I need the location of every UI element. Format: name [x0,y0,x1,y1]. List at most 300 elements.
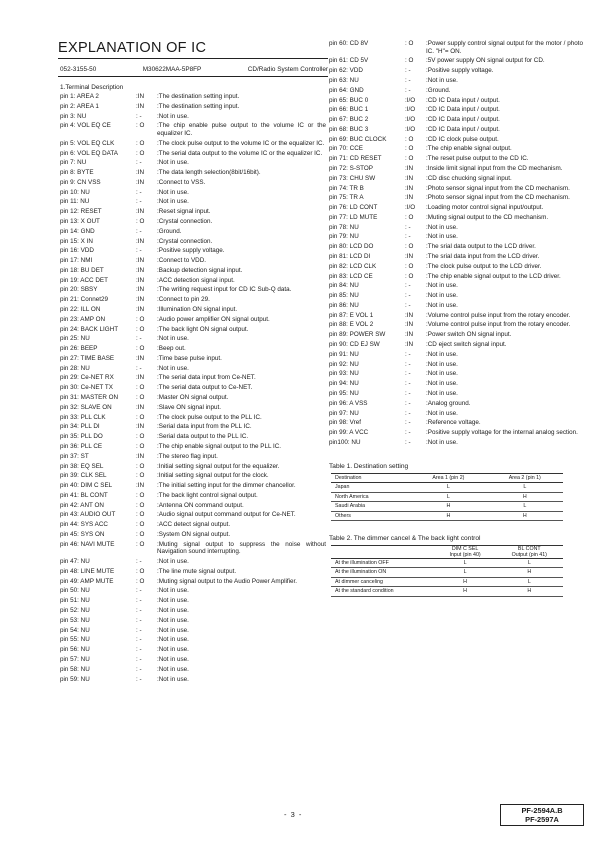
pin-type: : - [405,389,411,397]
pin-label: pin 75: TR A [329,194,364,202]
pin-row [329,312,583,320]
pin-label: pin 54: NU [60,626,90,634]
pin-desc: :The chip enable signal output to the PLL IC. [157,442,282,450]
pin-row [329,116,583,124]
pin-type: :IN [136,374,145,382]
pin-type: : O [136,511,145,519]
pin-row [60,627,326,635]
pin-desc: :Not in use. [426,292,458,300]
pin-desc: :The destination setting input. [157,102,240,110]
pin-desc: :Ground. [426,86,451,94]
pin-type: : O [136,433,145,441]
pin-type: :IN [136,102,145,110]
pin-desc: :Power switch ON signal input. [426,331,512,339]
pin-list-left [60,93,326,685]
pin-label: pin 29: Ce-NET RX [60,374,114,382]
pin-desc: :The serial data output to Ce-NET. [157,384,253,392]
pin-row [60,492,326,500]
pin-label: pin 40: DIM C SEL [60,482,113,490]
pin-row [60,326,326,334]
pin-type: : O [136,501,145,509]
pin-label: pin 50: NU [60,587,90,595]
pin-type: : - [136,558,142,566]
table1-row [331,483,563,492]
pin-type: : - [136,636,142,644]
pin-row [329,40,583,55]
pin-desc: :Not in use. [157,607,189,615]
pin-desc: :Initial setting signal output for the equalizer. [157,462,280,470]
pin-desc: :The data length selection(8bit/16bit). [157,169,261,177]
pin-type: : O [405,57,414,65]
pin-row [60,179,326,187]
pin-desc: :The chip enable signal output. [426,145,512,153]
pin-row [329,439,583,447]
pin-row [60,463,326,471]
table2-header-line2: Input (pin 40) [449,552,481,558]
pin-row [329,77,583,85]
pin-row [60,150,326,158]
pin-label: pin 19: ACC DET [60,276,108,284]
pin-label: pin 36: PLL CE [60,442,103,450]
pin-label: pin 7: NU [60,159,87,167]
pin-row [329,185,583,193]
pin-type: : - [405,233,411,241]
pin-row [329,390,583,398]
pin-row [60,228,326,236]
pin-type: :IN [136,423,145,431]
table1-cell: L [487,502,563,511]
table1-row [331,511,563,520]
pin-type: :IN [136,296,145,304]
pin-desc: :Serial data input from the PLL IC. [157,423,252,431]
pin-row [60,355,326,363]
pin-type: : - [405,350,411,358]
pin-row [329,67,583,75]
pin-desc: :Not in use. [426,282,458,290]
pin-row [329,57,583,65]
pin-type: :IN [405,311,414,319]
pin-desc: :Connect to VSS. [157,178,206,186]
pin-type: : - [136,646,142,654]
table2-header-line1: BL CONT [517,546,541,552]
pin-type: : - [136,665,142,673]
pin-label: pin 56: NU [60,646,90,654]
pin-type: : O [136,217,145,225]
pin-type: :I/O [405,116,416,124]
chip-rule [58,76,328,77]
pin-type: : - [405,360,411,368]
pin-type: : O [136,521,145,529]
pin-label: pin 20: SBSY [60,286,98,294]
pin-type: : O [136,472,145,480]
pin-type: : - [405,76,411,84]
pin-desc: :Not in use. [157,364,189,372]
pin-type: :IN [405,184,414,192]
pin-desc: :Not in use. [157,597,189,605]
pin-type: : - [136,587,142,595]
table2-cell: L [496,577,563,586]
pin-type: : - [405,419,411,427]
pin-row [60,676,326,684]
pin-row [60,453,326,461]
pin-label: pin 37: ST [60,452,89,460]
pin-type: : O [136,122,145,130]
pin-desc: :The clock pulse output to the LCD driver. [426,262,542,270]
pin-label: pin 49: AMP MUTE [60,577,114,585]
pin-desc: :Not in use. [157,616,189,624]
pin-type: : - [136,626,142,634]
pin-row [60,511,326,519]
pin-type: : O [136,315,145,323]
pin-desc: :Not in use. [157,626,189,634]
pin-row [329,302,583,310]
pin-desc: :The reset pulse output to the CD IC. [426,155,529,163]
pin-type: : - [136,198,142,206]
pin-label: pin 83: LCD CE [329,272,373,280]
table2-cell: At dimmer canceling [331,577,435,586]
pin-row [60,443,326,451]
pin-desc: :CD IC Data input / output. [426,125,500,133]
pin-desc: :Reset signal input. [157,208,211,216]
pin-desc: :Serial data output to the PLL IC. [157,433,249,441]
pin-type: :IN [405,253,414,260]
pin-row [60,384,326,392]
pin-desc: :Connect to VDD. [157,257,206,265]
pin-type: : - [136,597,142,605]
pin-type: :IN [136,169,145,177]
pin-label: pin 78: NU [329,223,359,231]
pin-row [329,97,583,105]
pin-desc: :CD eject switch signal input. [426,341,507,349]
pin-label: pin 82: LCD CLK [329,262,377,270]
pin-label: pin 90: CD EJ SW [329,341,380,349]
pin-row [60,267,326,275]
pin-label: pin 47: NU [60,558,90,566]
pin-type: :IN [136,276,145,284]
table2-header-row [331,546,563,559]
pin-desc: :Connect to pin 29. [157,296,210,304]
pin-type: : O [136,413,145,421]
table2-header-line1: DIM C SEL [451,546,479,552]
table1-caption: Table 1. Destination setting [329,463,409,470]
page-number: - 3 - [284,810,303,819]
pin-type: :IN [136,208,145,216]
table2-cell: At the illumination ON [331,568,435,577]
table1-header: Area 2 (pin 1) [487,474,563,483]
pin-label: pin 77: LD MUTE [329,213,378,221]
pin-type: : - [405,67,411,75]
pin-label: pin 16: VDD [60,247,94,255]
pin-label: pin 39: CLK SEL [60,472,107,480]
pin-row [329,282,583,290]
pin-desc: :The srial data input from the LCD driver. [426,253,540,260]
table1-header: Area 1 (pin 2) [410,474,486,483]
pin-desc: :Inside limit signal input from the CD mechanism. [426,164,563,172]
pin-desc: :5V power supply ON signal output for CD. [426,57,545,65]
pin-type: : O [136,442,145,450]
pin-desc: :Not in use. [157,188,189,196]
pin-row [60,103,326,111]
pin-type: :IN [136,354,145,362]
pin-label: pin 71: CD RESET [329,155,382,163]
pin-row [329,321,583,329]
pin-row [329,380,583,388]
pin-row [60,472,326,480]
pin-label: pin 57: NU [60,655,90,663]
pin-row [60,414,326,422]
pin-desc: :CD disc chucking signal input. [426,174,512,182]
pin-desc: :The serial data input from Ce-NET. [157,374,256,382]
pin-label: pin 22: ILL ON [60,306,101,313]
table2-header [496,546,563,559]
pin-label: pin 6: VOL EQ DATA [60,149,118,157]
table2-caption: Table 2. The dimmer cancel & The back light control [329,535,481,542]
table1-cell: Japan [331,483,410,492]
pin-desc: :Beep out. [157,345,186,353]
table1-header-row [331,474,563,483]
pin-row [60,617,326,625]
pin-desc: :Not in use. [157,335,189,343]
pin-type: :IN [136,257,145,265]
pin-row [329,410,583,418]
pin-row [329,106,583,114]
pin-type: : - [405,282,411,290]
pin-row [60,558,326,566]
pin-type: :IN [136,93,145,100]
table1-row [331,502,563,511]
pin-label: pin 26: BEEP [60,345,98,353]
pin-label: pin 70: CCE [329,145,363,153]
table1-header: Destination [331,474,410,483]
model-number: PF-2594A.B [521,806,563,815]
pin-label: pin 61: CD 5V [329,57,369,65]
pin-row [60,531,326,539]
pin-desc: :Photo sensor signal input from the CD mechanism. [426,184,570,192]
pin-row [60,374,326,382]
pin-label: pin 33: PLL CLK [60,413,106,421]
pin-desc: :ACC detection signal input. [157,276,235,284]
pin-desc: :The back light ON signal output. [157,325,249,333]
pin-desc: :Crystal connection. [157,237,213,245]
model-number: PF-2597A [525,815,559,824]
pin-row [60,607,326,615]
pin-label: pin 41: BL CONT [60,491,108,499]
pin-row [60,636,326,644]
pin-type: :IN [136,266,145,274]
pin-row [60,541,326,556]
pin-type: : O [405,135,414,143]
pin-label: pin 94: NU [329,380,359,388]
pin-label: pin 3: NU [60,112,87,120]
pin-label: pin 38: EQ SEL [60,462,104,470]
pin-type: : - [405,370,411,378]
pin-label: pin 73: CHU SW [329,174,376,182]
pin-desc: :Not in use. [157,646,189,654]
pin-label: pin 88: E VOL 2 [329,321,374,329]
pin-row [329,370,583,378]
table1-cell: L [410,483,486,492]
pin-desc: :The destination setting input. [157,93,240,100]
table2-cell: L [496,559,563,568]
pin-label: pin 79: NU [329,233,359,241]
pin-type: : - [136,364,142,372]
pin-label: pin 13: X OUT [60,217,100,225]
pin-type: : - [405,409,411,417]
pin-row [329,233,583,241]
pin-type: : O [136,149,145,157]
pin-label: pin 51: NU [60,597,90,605]
pin-row [329,292,583,300]
pin-label: pin 97: NU [329,409,359,417]
pin-row [329,165,583,173]
pin-row [329,175,583,183]
pin-desc: :Muting signal output to suppress the noise without Navigation sound interrupting. [157,540,326,556]
pin-desc: :Not in use. [426,301,458,309]
pin-desc: :Reference voltage. [426,419,481,427]
pin-label: pin 96: A VSS [329,399,368,407]
pin-type: : O [405,262,414,270]
pin-row [60,277,326,285]
page-title: EXPLANATION OF IC [58,40,207,56]
pin-row [329,224,583,232]
pin-label: pin 59: NU [60,675,90,683]
pin-label: pin 64: GND [329,86,364,94]
pin-row [60,198,326,206]
model-number-box [500,804,584,826]
pin-label: pin 21: Connet29 [60,296,108,304]
pin-type: :IN [405,164,414,172]
pin-type: : O [136,384,145,392]
table1-cell: H [487,511,563,520]
pin-row [60,423,326,431]
pin-type: : - [136,159,142,167]
table2-cell: At the illumination OFF [331,559,435,568]
pin-row [60,345,326,353]
pin-type: :IN [405,174,414,182]
pin-type: : O [136,462,145,470]
pin-desc: :The srial data output to the LCD driver. [426,243,536,251]
pin-type: :IN [136,482,145,490]
pin-row [329,204,583,212]
table1-cell: H [410,511,486,520]
table2-cell: H [496,568,563,577]
pin-row [60,140,326,148]
pin-row [60,656,326,664]
pin-type: : O [136,530,145,538]
pin-row [329,361,583,369]
pin-label: pin 48: LINE MUTE [60,567,115,575]
pin-label: pin 24: BACK LIGHT [60,325,119,333]
table2-row [331,577,563,586]
pin-label: pin 98: Vref [329,419,361,427]
pin-label: pin 58: NU [60,665,90,673]
pin-label: pin 89: POWER SW [329,331,386,339]
pin-type: :IN [136,452,145,460]
table2-cell: L [435,559,496,568]
table1-cell: North America [331,492,410,501]
pin-row [60,238,326,246]
pin-type: : O [136,491,145,499]
pin-type: :IN [136,178,145,186]
destination-table [331,473,563,521]
pin-type: : - [405,438,411,446]
pin-label: pin 45: SYS ON [60,530,105,538]
pin-label: pin 4: VOL EQ CE [60,122,111,130]
pin-desc: :Not in use. [157,665,189,673]
pin-desc: :ACC detect signal output. [157,521,231,529]
pin-label: pin 28: NU [60,364,90,372]
pin-type: : - [405,292,411,300]
pin-desc: :CD IC Data input / output. [426,96,500,104]
pin-row [329,429,583,437]
pin-row [60,218,326,226]
pin-type: : - [405,223,411,231]
table1-cell: Saudi Arabia [331,502,410,511]
pin-type: : - [136,112,142,120]
pin-label: pin 27: TIME BASE [60,354,115,362]
pin-desc: :Not in use. [426,223,458,231]
pin-row [329,87,583,95]
chip-part-number: 052-3155-50 [60,66,97,73]
pin-desc: :Not in use. [426,76,458,84]
table1-cell: H [487,492,563,501]
pin-desc: :CD IC Data input / output. [426,106,500,114]
pin-desc: :Ground. [157,227,182,235]
pin-label: pin 43: AUDIO OUT [60,511,116,519]
pin-type: : - [136,227,142,235]
pin-label: pin 31: MASTER ON [60,394,119,402]
pin-row [60,568,326,576]
pin-type: : - [405,429,411,437]
pin-type: : O [405,40,414,47]
pin-label: pin 44: SYS ACC [60,521,108,529]
pin-list-right [329,40,583,449]
table2-header [435,546,496,559]
pin-desc: :Not in use. [426,389,458,397]
pin-row [60,208,326,216]
pin-desc: :System ON signal output. [157,530,231,538]
pin-row [60,159,326,167]
pin-label: pin 30: Ce-NET TX [60,384,113,392]
pin-label: pin 55: NU [60,636,90,644]
pin-desc: :Not in use. [426,233,458,241]
pin-row [329,136,583,144]
pin-desc: :Audio power amplifier ON signal output. [157,315,270,323]
table2-row [331,568,563,577]
pin-type: : O [405,272,414,280]
pin-desc: :Initial setting signal output for the clock. [157,472,269,480]
pin-type: : O [136,139,145,147]
pin-type: : - [136,247,142,255]
pin-label: pin 66: BUC 1 [329,106,369,114]
pin-type: :I/O [405,96,416,104]
pin-label: pin100: NU [329,438,361,446]
pin-type: : O [136,325,145,333]
chip-function: CD/Radio System Controller [247,66,328,73]
pin-row [329,331,583,339]
table2-cell: At the standard condition [331,587,435,596]
pin-label: pin 1: AREA 2 [60,93,99,100]
pin-row [60,597,326,605]
pin-label: pin 23: AMP ON [60,315,106,323]
dimmer-backlight-table [331,545,563,597]
pin-row [329,243,583,251]
pin-desc: :The chip enable pulse output to the volume IC or the equalizer IC. [157,122,326,137]
table1-cell: Others [331,511,410,520]
pin-type: : - [136,335,142,343]
table1-cell: L [487,483,563,492]
table2-cell: H [435,587,496,596]
